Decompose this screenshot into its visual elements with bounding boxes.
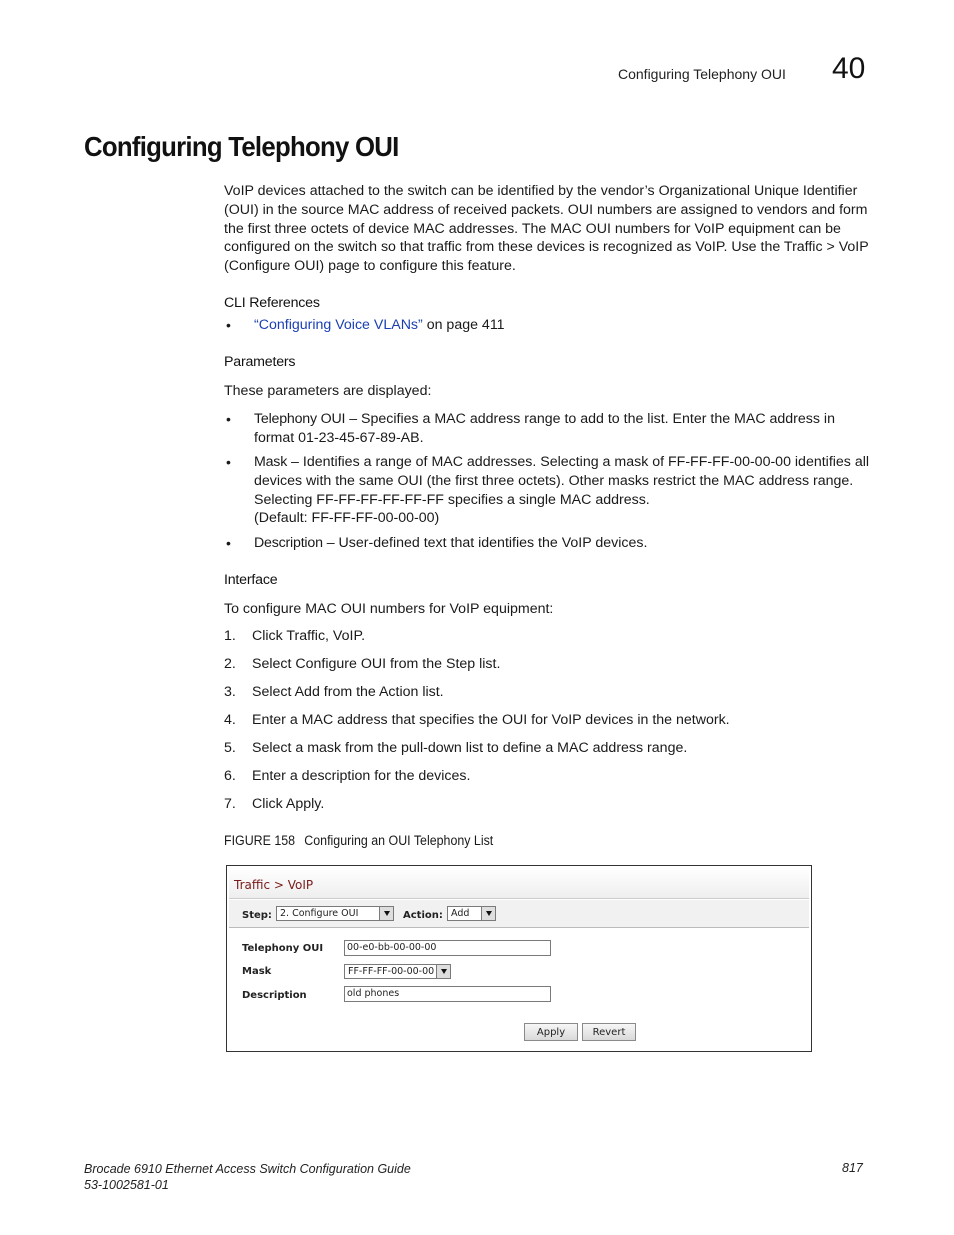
intro-paragraph: VoIP devices attached to the switch can be identified by the vendor’s Organizational Unique Identifier (OUI) in the source MAC address of received packets. OUI numbers are assigned to vendors and form the first three octets of device MAC addresses. The MAC OUI numbers for VoIP equipment can be configured on the switch so that traffic from these devices is recognized as VoIP. Use the Traffic > VoIP (Configure OUI) page to configure this feature. [224, 183, 869, 275]
interface-lead: To configure MAC OUI numbers for VoIP equipment: [224, 601, 554, 617]
step-item: 5. Select a mask from the pull-down list to define a MAC address range. [224, 740, 688, 756]
step-item: 2. Select Configure OUI from the Step list. [224, 656, 501, 672]
mask-select[interactable]: FF-FF-FF-00-00-00 [344, 964, 451, 979]
parameter-description: – Identifies a range of MAC addresses. Selecting a mask of FF-FF-FF-00-00-00 identifies all devices with the same OUI (the first three octets). Other masks restrict the MAC address range. Selecting FF-FF-FF-FF-FF-FF specifies a single MAC address. [254, 454, 870, 508]
bullet-icon: • [226, 411, 231, 427]
step-item: 6. Enter a description for the devices. [224, 768, 471, 784]
voip-config-panel [226, 865, 812, 1052]
cli-reference-page: on page 411 [422, 317, 505, 333]
chevron-down-icon[interactable] [436, 965, 450, 978]
mask-label: Mask [242, 966, 272, 977]
parameter-term: Mask [254, 454, 288, 470]
parameter-term: Telephony OUI [254, 411, 346, 427]
chapter-number: 40 [832, 52, 866, 85]
figure-label: FIGURE 158 [224, 833, 296, 848]
apply-button[interactable]: Apply [524, 1023, 578, 1041]
telephony-oui-label: Telephony OUI [242, 943, 324, 954]
chevron-down-icon[interactable] [379, 907, 393, 920]
step-item: 7. Click Apply. [224, 796, 325, 812]
bullet-icon: • [226, 535, 231, 551]
bullet-icon: • [226, 317, 231, 333]
step-label: Step: [242, 910, 272, 921]
step-action-bar [229, 900, 809, 928]
description-input[interactable]: old phones [344, 986, 551, 1002]
description-label: Description [242, 990, 307, 1001]
page-number: 817 [842, 1161, 863, 1175]
figure-caption-text: Configuring an OUI Telephony List [304, 833, 494, 848]
step-select[interactable]: 2. Configure OUI [276, 906, 394, 921]
bullet-icon: • [226, 454, 231, 470]
footer-doc-title: Brocade 6910 Ethernet Access Switch Configuration Guide [84, 1162, 411, 1176]
parameter-default: (Default: FF-FF-FF-00-00-00) [254, 510, 440, 527]
parameters-heading: Parameters [224, 354, 296, 370]
action-label: Action: [403, 910, 443, 921]
cli-references-heading: CLI References [224, 295, 320, 311]
parameter-item-description [224, 534, 874, 553]
parameter-description: – Specifies a MAC address range to add to the list. Enter the MAC address in format 01-23-45-67-89-AB. [254, 411, 835, 446]
footer-doc-number: 53-1002581-01 [84, 1178, 169, 1192]
parameter-term: Description [254, 535, 323, 551]
action-select[interactable]: Add [447, 906, 496, 921]
revert-button[interactable]: Revert [582, 1023, 636, 1041]
cli-reference-item [224, 316, 874, 335]
step-item: 3. Select Add from the Action list. [224, 684, 444, 700]
breadcrumb[interactable]: Traffic > VoIP [234, 878, 314, 892]
panel-title-bar [229, 868, 809, 899]
telephony-oui-input[interactable]: 00-e0-bb-00-00-00 [344, 940, 551, 956]
figure-caption [224, 833, 493, 848]
cli-reference-link[interactable]: “Configuring Voice VLANs” [254, 317, 423, 333]
step-item: 1. Click Traffic, VoIP. [224, 628, 366, 644]
section-title: Configuring Telephony OUI [84, 131, 399, 162]
footer-doc-info [84, 1161, 411, 1193]
chevron-down-icon[interactable] [481, 907, 495, 920]
parameter-item-mask [224, 453, 874, 528]
parameters-lead: These parameters are displayed: [224, 383, 432, 399]
interface-heading: Interface [224, 572, 278, 588]
step-item: 4. Enter a MAC address that specifies the OUI for VoIP devices in the network. [224, 712, 730, 728]
parameter-description: – User-defined text that identifies the VoIP devices. [322, 535, 648, 551]
parameter-item-telephony-oui [224, 410, 874, 448]
running-header-title: Configuring Telephony OUI [618, 66, 786, 82]
